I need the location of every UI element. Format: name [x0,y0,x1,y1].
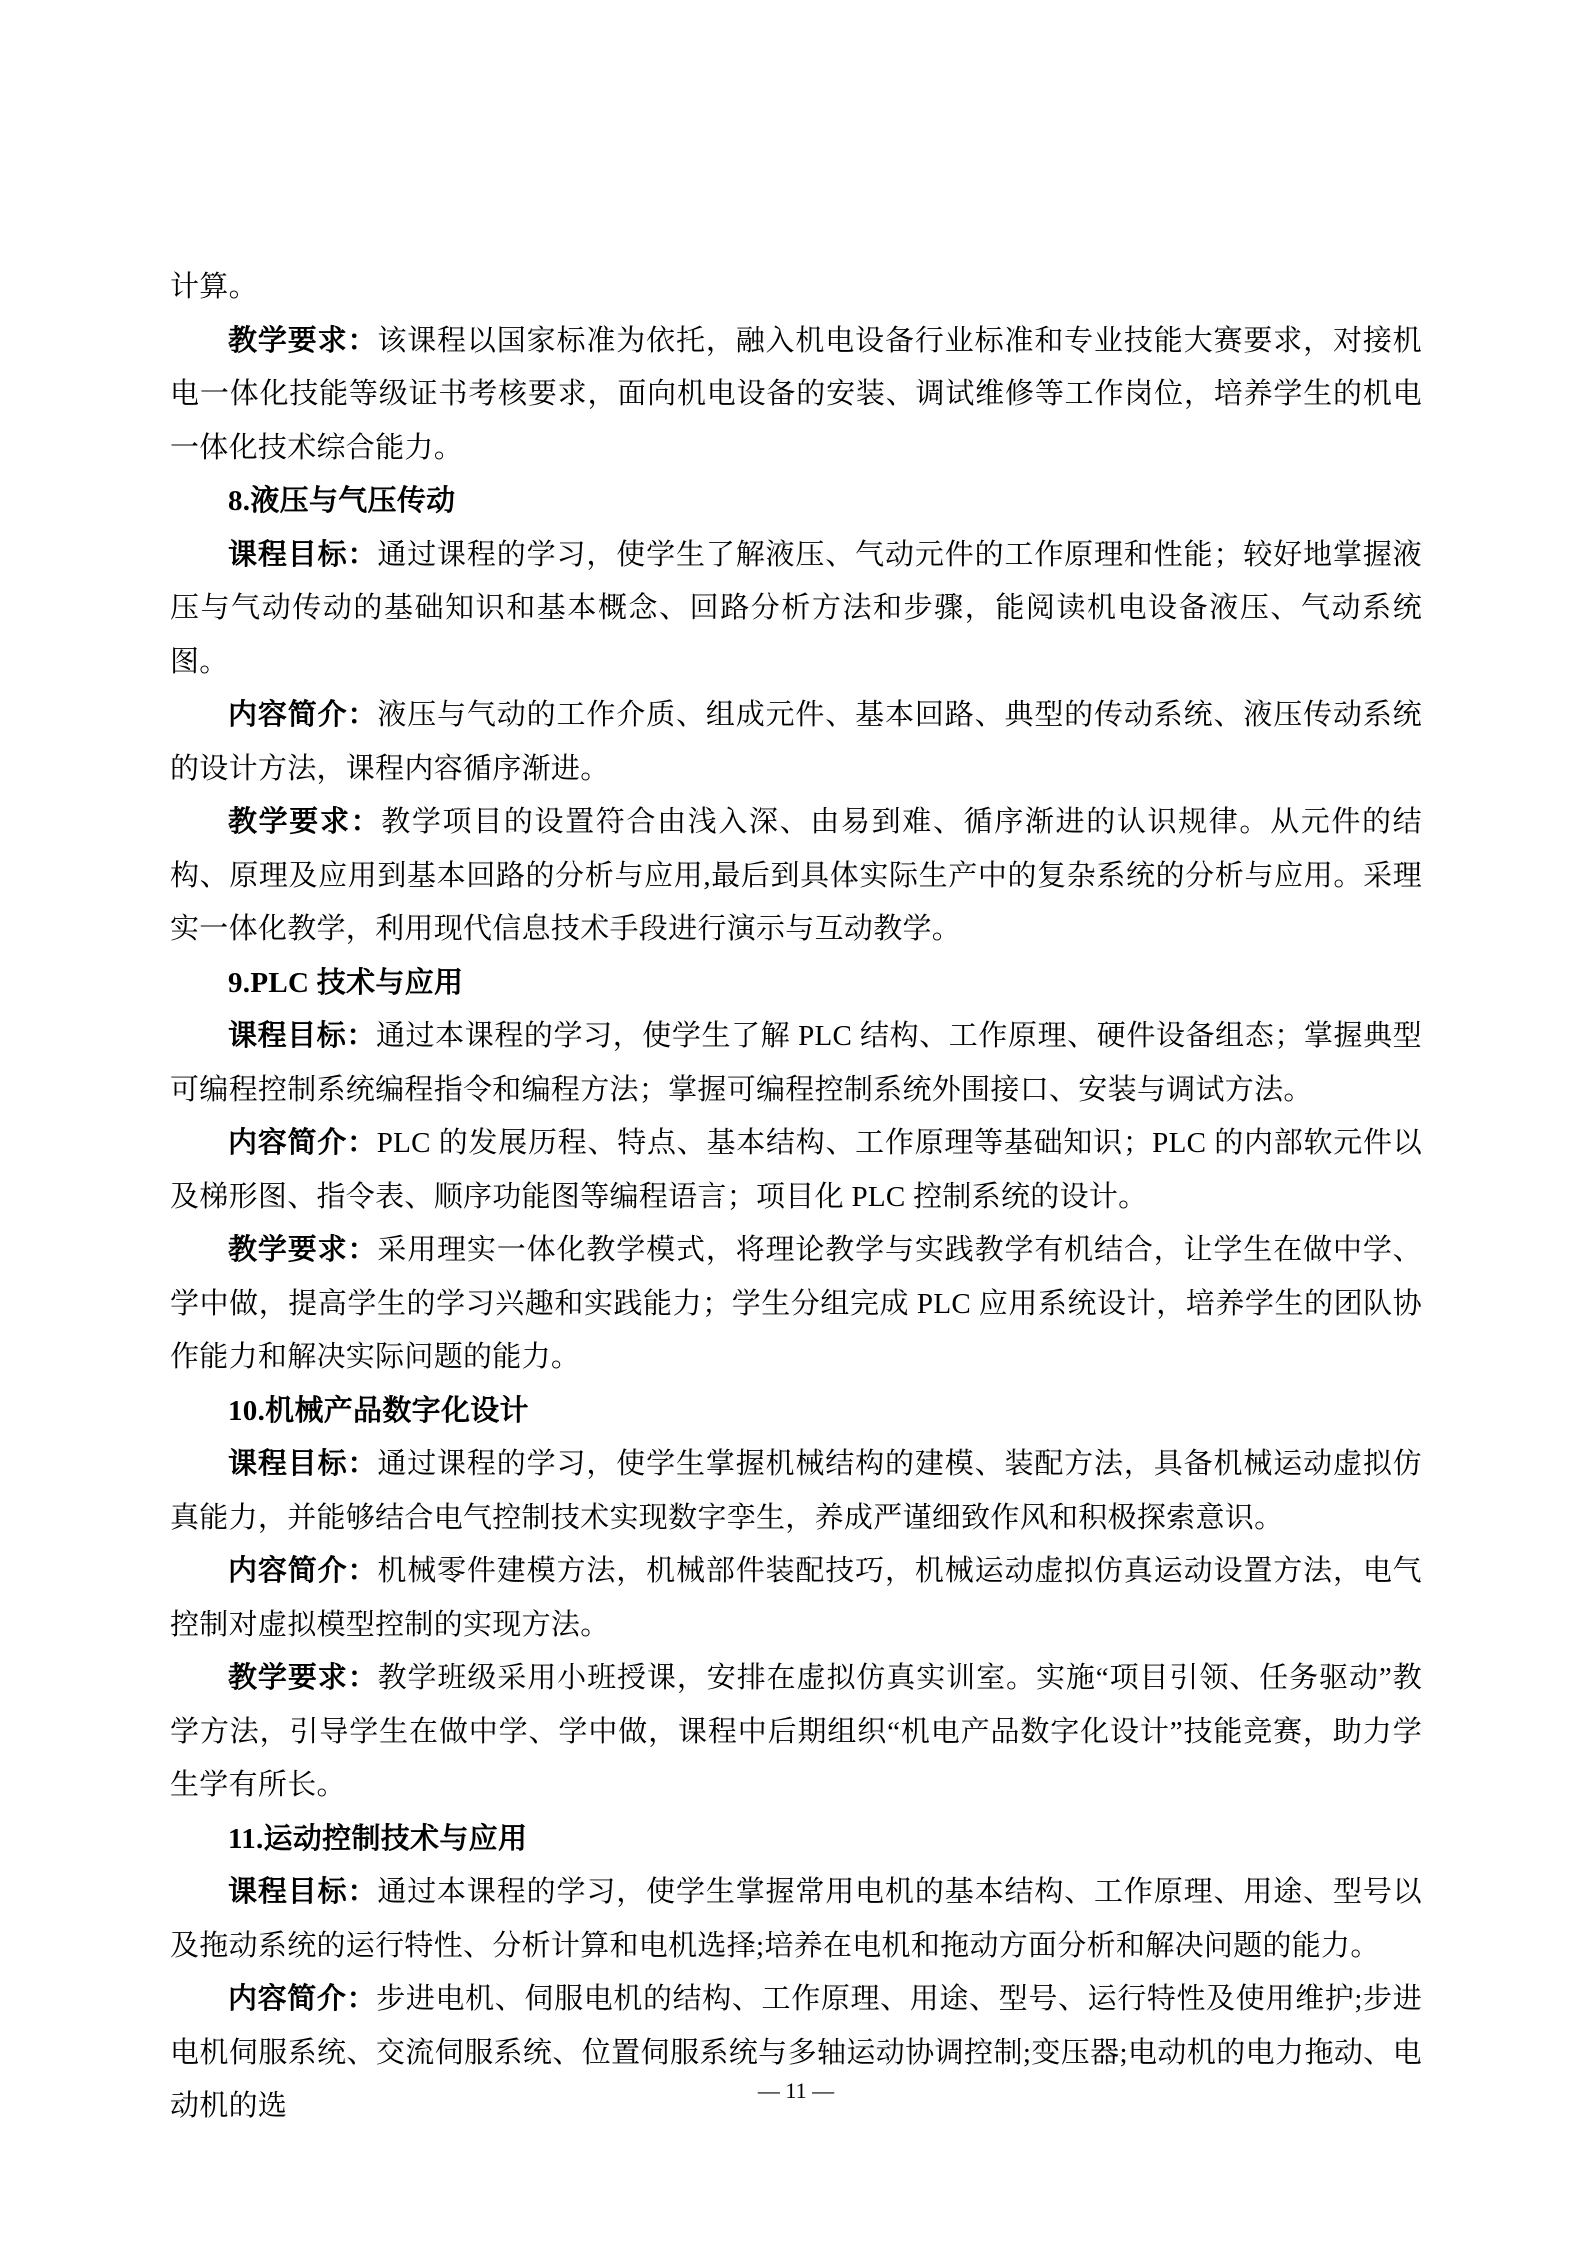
paragraph-text: 教学项目的设置符合由浅入深、由易到难、循序渐进的认识规律。从元件的结构、原理及应用到基本回路的分析与应用,最后到具体实际生产中的复杂系统的分析与应用。采理实一体化教学，利用现代信息技术手段进行演示与互动教学。 [170,806,1422,945]
paragraph-text: 通过本课程的学习，使学生掌握常用电机的基本结构、工作原理、用途、型号以及拖动系统的运行特性、分析计算和电机选择;培养在电机和拖动方面分析和解决问题的能力。 [170,1876,1422,1962]
paragraph-label: 课程目标： [228,538,378,571]
page-number: — 11 — [757,2078,835,2103]
paragraph-label: 教学要求： [228,806,382,838]
paragraph [170,1438,1422,1545]
section-heading-text: 9.PLC 技术与应用 [228,966,464,999]
paragraph [170,1224,1422,1385]
section-heading-text: 11.运动控制技术与应用 [228,1822,528,1855]
paragraph [170,796,1422,957]
paragraph-label: 内容简介： [228,1127,377,1159]
paragraph-text: 计算。 [170,271,258,303]
paragraph-text: 步进电机、伺服电机的结构、工作原理、用途、型号、运行特性及使用维护;步进电机伺服系统、交流伺服系统、位置伺服系统与多轴运动协调控制;变压器;电动机的电力拖动、电动机的选 [170,1983,1422,2122]
paragraph [170,689,1422,796]
paragraph-text: 液压与气动的工作介质、组成元件、基本回路、典型的传动系统、液压传动系统的设计方法，课程内容循序渐进。 [170,699,1422,785]
document-body [170,261,1422,2134]
paragraph-label: 内容简介： [228,699,378,731]
paragraph-label: 教学要求： [228,1662,378,1694]
paragraph [170,1117,1422,1224]
paragraph-label: 课程目标： [228,1020,376,1052]
paragraph [170,315,1422,476]
paragraph-text: 通过课程的学习，使学生了解液压、气动元件的工作原理和性能；较好地掌握液压与气动传动的基础知识和基本概念、回路分析方法和步骤，能阅读机电设备液压、气动系统图。 [170,538,1422,678]
paragraph-label: 内容简介： [228,1983,377,2015]
paragraph-text: 通过本课程的学习，使学生了解 PLC 结构、工作原理、硬件设备组态；掌握典型可编程控制系统编程指令和编程方法；掌握可编程控制系统外围接口、安装与调试方法。 [170,1020,1422,1106]
paragraph-label: 内容简介： [228,1555,378,1587]
section-heading-text: 10.机械产品数字化设计 [228,1394,529,1427]
section-heading [170,957,1422,1011]
paragraph [170,529,1422,690]
paragraph [170,1545,1422,1652]
paragraph-label: 教学要求： [228,324,378,357]
paragraph-text: 采用理实一体化教学模式，将理论教学与实践教学有机结合，让学生在做中学、学中做，提高学生的学习兴趣和实践能力；学生分组完成 PLC 应用系统设计，培养学生的团队协作能力和解决实际问题的能力。 [170,1234,1422,1373]
paragraph-text: 机械零件建模方法，机械部件装配技巧，机械运动虚拟仿真运动设置方法，电气控制对虚拟模型控制的实现方法。 [170,1555,1422,1641]
section-heading-text: 8.液压与气压传动 [228,485,456,517]
paragraph-label: 课程目标： [228,1448,378,1480]
paragraph [170,261,1422,315]
paragraph [170,1010,1422,1117]
paragraph-label: 教学要求： [228,1234,378,1266]
paragraph-text: PLC 的发展历程、特点、基本结构、工作原理等基础知识；PLC 的内部软元件以及梯形图、指令表、顺序功能图等编程语言；项目化 PLC 控制系统的设计。 [170,1127,1422,1213]
paragraph-label: 课程目标： [228,1876,378,1908]
paragraph [170,1652,1422,1813]
paragraph-text: 该课程以国家标准为依托，融入机电设备行业标准和专业技能大赛要求，对接机电一体化技能等级证书考核要求，面向机电设备的安装、调试维修等工作岗位，培养学生的机电一体化技术综合能力。 [170,324,1422,464]
paragraph-text: 教学班级采用小班授课，安排在虚拟仿真实训室。实施“项目引领、任务驱动”教学方法，引导学生在做中学、学中做，课程中后期组织“机电产品数字化设计”技能竞赛，助力学生学有所长。 [170,1662,1422,1801]
section-heading [170,1813,1422,1867]
section-heading [170,1385,1422,1439]
paragraph-text: 通过课程的学习，使学生掌握机械结构的建模、装配方法，具备机械运动虚拟仿真能力，并能够结合电气控制技术实现数字孪生，养成严谨细致作风和积极探索意识。 [170,1448,1422,1534]
section-heading [170,475,1422,529]
paragraph [170,1973,1422,2134]
paragraph [170,1866,1422,1973]
